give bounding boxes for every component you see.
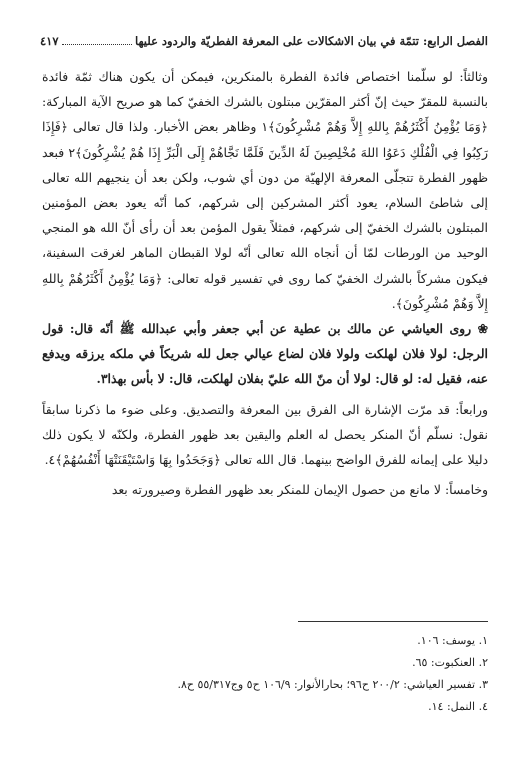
footnote-item: ١. يوسف: ١٠٦.	[417, 634, 488, 647]
leader-dots	[62, 36, 132, 45]
paragraph-hadith: ❀ روى العياشي عن مالك بن عطية عن أبي جعفر وأبي عبدالله ﷺ أنّه قال: قول الرجل: لولا فلان لهلكت ولولا فلان لضاع عيالي جعل لله شريكاً في ملكه يرزقه ويدفع عنه، فقيل له: لو قال: لولا أن منّ الله عليّ بفلان لهلكت، قال: لا بأس بهذا٣.	[42, 321, 488, 387]
paragraph-fifth-point: وخامساً: لا مانع من حصول الإيمان للمنكر بعد ظهور الفطرة وصيرورته بعد	[111, 482, 488, 498]
body-text	[42, 64, 488, 502]
running-header	[40, 34, 488, 48]
paragraph-fourth-point: ورابعاً: قد مرّت الإشارة الى الفرق بين المعرفة والتصديق. وعلى ضوء ما ذكرنا سابقاً نقول: نسلّم أنّ المنكر يحصل له العلم واليقين بعد ظهور الفطرة، ولكنّه لا يكون ذلك دليلا على إيمانه للفرق الواضح بينهما. قال الله تعالى ﴿وَجَحَدُوا بِهَا وَاسْتَيْقَنَتْهَا أَنْفُسُهُمْ﴾٤.	[42, 401, 488, 468]
chapter-title: الفصل الرابع: تتمّة في بيان الاشكالات على المعرفة الفطريّة والردود عليها	[134, 34, 488, 48]
footnote-item: ٣. تفسير العياشي: ٢٠٠/٢ ح٩٦؛ بحارالأنوار: ١٠٦/٩ ح٥ وج٥٥/٣١٧ ح٨.	[177, 678, 488, 691]
footnote-item: ٤. النمل: ١٤.	[428, 700, 488, 713]
paragraph-third-point: وثالثاً: لو سلّمنا اختصاص فائدة الفطرة بالمنكرين، فيمكن أن يكون هناك ثمّة فائدة بالنسبة للمقرّ حيث إنّ أكثر المقرّين مبتلون بالشرك الخفيّ كما هو صريح الآية المباركة: ﴿وَمَا يُؤْمِنُ أَكْثَرُهُمْ بِاللهِ إِلاَّ وَهُمْ مُشْرِكُونَ﴾١ وظاهر بعض الأخبار. ولذا قال تعالى ﴿فَإِذَا رَكِبُوا فِي الْفُلْكِ دَعَوُا اللهَ مُخْلِصِينَ لَهُ الدِّينَ فَلَمَّا نَجَّاهُمْ إِلَى الْبَرِّ إِذَا هُمْ يُشْرِكُونَ﴾٢ فبعد ظهور الفطرة تتجلّى المعرفة الإلهيّة من دون أي شوب، ولكن بعد أن ينجيهم الله تعالى إلى شاطئ السلام، يعود أكثر المشركين إلى شركهم، كما أنّه يعود بعض المؤمنين المبتلون بالشرك الخفيّ إلى شركهم، فمثلاً يقول المؤمن بعد أن رأى أنّ الله هو المنجي الوحيد من الورطات لمّا أن أنجاه الله تعالى أنّه لولا القبطان الماهر لغرقت السفينة، فيكون مشركاً بالشرك الخفيّ كما روى في تفسير قوله تعالى: ﴿وَمَا يُؤْمِنُ أَكْثَرُهُمْ بِاللهِ إِلاَّ وَهُمْ مُشْرِكُونَ﴾.	[42, 69, 488, 311]
footnote-item: ٢. العنكبوت: ٦٥.	[412, 656, 488, 669]
footnote-separator	[298, 621, 488, 622]
footnotes	[42, 630, 488, 718]
page-number: ٤١٧	[40, 34, 59, 48]
